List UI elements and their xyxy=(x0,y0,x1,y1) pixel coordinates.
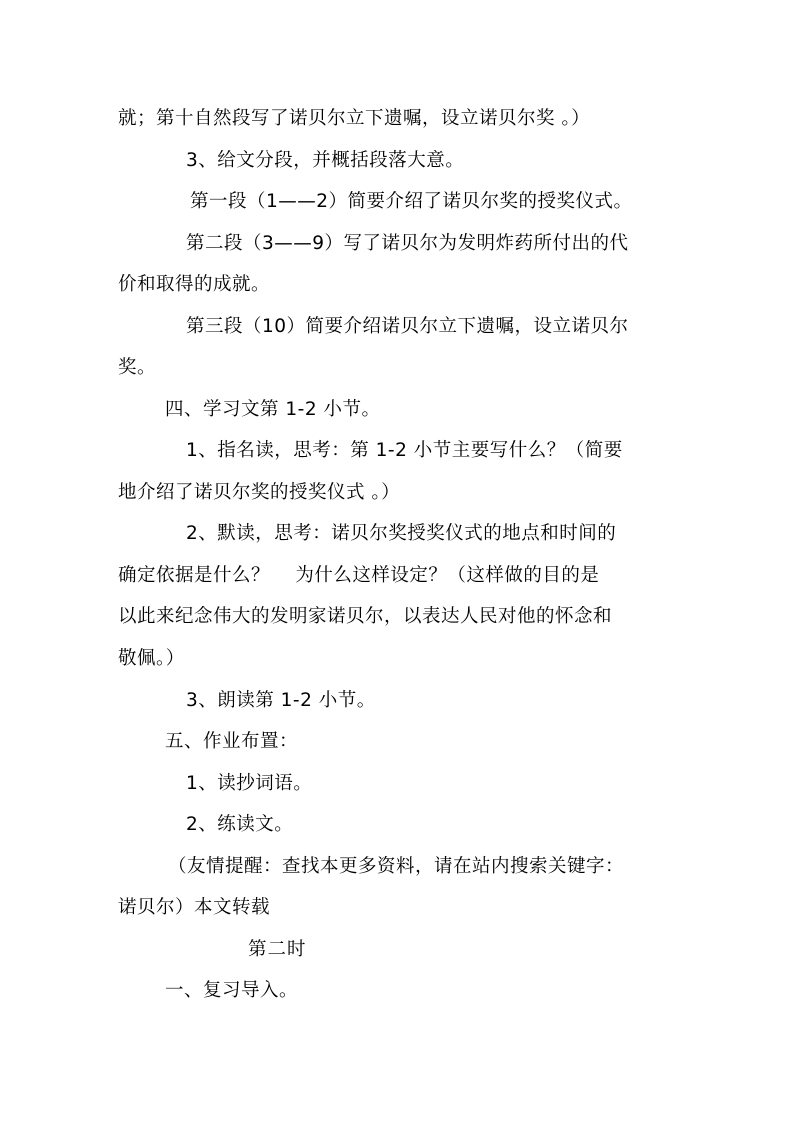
paragraph-line: 3、朗读第 1-2 小节。 xyxy=(186,690,376,711)
lesson-title: 第二时 xyxy=(248,939,307,960)
paragraph-line: 第二段（3——9）写了诺贝尔为发明炸药所付出的代 xyxy=(186,233,629,254)
section-heading: 四、学习文第 1-2 小节。 xyxy=(165,399,381,420)
paragraph-line: 诺贝尔）本文转载 xyxy=(118,897,271,918)
paragraph-line: 地介绍了诺贝尔奖的授奖仪式 。） xyxy=(118,482,401,503)
paragraph-line: 2、练读文。 xyxy=(186,814,294,835)
paragraph-line: 1、读抄词语。 xyxy=(186,773,313,794)
paragraph-line: 第三段（10）简要介绍诺贝尔立下遗嘱，设立诺贝尔 xyxy=(186,316,629,337)
paragraph-line: 第一段（1——2）简要介绍了诺贝尔奖的授奖仪式。 xyxy=(190,191,633,212)
paragraph-line: 1、指名读，思考：第 1-2 小节主要写什么？（简要 xyxy=(186,440,623,461)
paragraph-line: 确定依据是什么？ 为什么这样设定？（这样做的目的是 xyxy=(118,565,600,586)
paragraph-line: 敬佩。） xyxy=(118,648,185,669)
paragraph-line: 2、默读，思考：诺贝尔奖授奖仪式的地点和时间的 xyxy=(186,523,617,544)
paragraph-line: 价和取得的成就。 xyxy=(118,274,271,295)
paragraph-line: 就；第十自然段写了诺贝尔立下遗嘱，设立诺贝尔奖 。） xyxy=(118,108,591,129)
paragraph-line: 奖。 xyxy=(118,357,157,378)
section-heading: 五、作业布置： xyxy=(165,731,299,752)
paragraph-line: 3、给文分段，并概括段落大意。 xyxy=(186,150,465,171)
paragraph-line: 以此来纪念伟大的发明家诺贝尔，以表达人民对他的怀念和 xyxy=(118,606,613,627)
paragraph-line: （友情提醒：查找本更多资料，请在站内搜索关键字： xyxy=(168,856,625,877)
section-heading: 一、复习导入。 xyxy=(165,980,299,1001)
